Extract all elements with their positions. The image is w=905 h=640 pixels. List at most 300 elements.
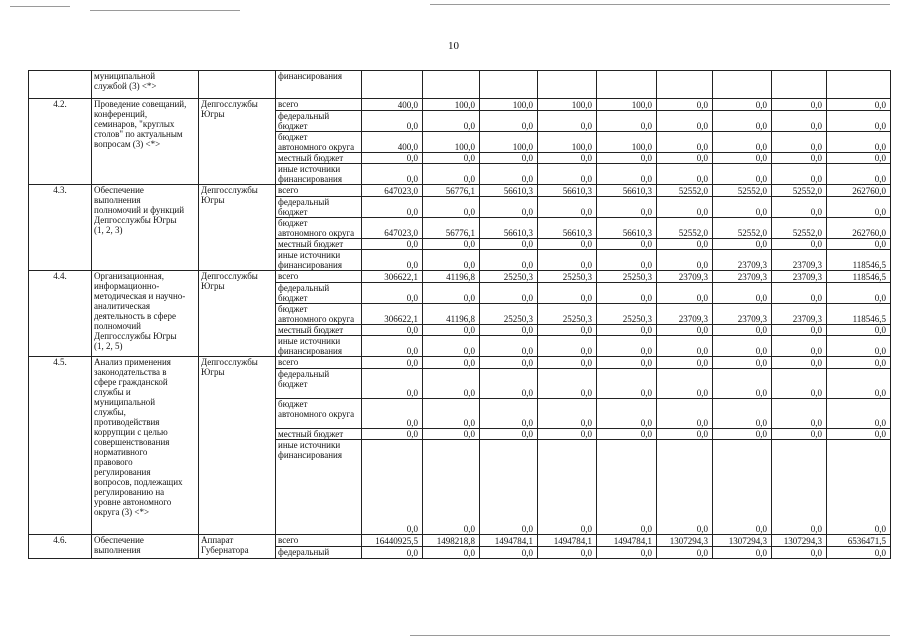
funding-source bbox=[276, 71, 362, 99]
executor-line: Югры bbox=[201, 367, 225, 377]
amount-cell: 0,0 bbox=[480, 197, 538, 218]
amount-cell: 0,0 bbox=[597, 283, 657, 304]
funding-source-line: федеральный bbox=[278, 369, 330, 379]
amount-cell: 0,0 bbox=[423, 283, 480, 304]
amount-cell: 0,0 bbox=[597, 250, 657, 271]
activity-number: 4.6. bbox=[29, 535, 92, 559]
amount-cell: 100,0 bbox=[423, 132, 480, 153]
amount-cell: 0,0 bbox=[657, 440, 713, 535]
amount-cell: 0,0 bbox=[772, 111, 827, 132]
amount-cell bbox=[538, 71, 597, 99]
activity-name bbox=[92, 185, 199, 271]
amount-cell: 0,0 bbox=[480, 547, 538, 559]
activity-name-line: методическая и научно- bbox=[94, 291, 186, 301]
amount-cell: 0,0 bbox=[713, 429, 772, 440]
amount-cell: 0,0 bbox=[538, 153, 597, 164]
funding-source-line: автономного округа bbox=[278, 314, 355, 324]
amount-cell: 0,0 bbox=[657, 197, 713, 218]
amount-cell: 0,0 bbox=[480, 336, 538, 357]
amount-cell: 0,0 bbox=[362, 325, 423, 336]
amount-cell: 0,0 bbox=[362, 357, 423, 369]
amount-cell: 23709,3 bbox=[657, 271, 713, 283]
amount-cell: 0,0 bbox=[423, 547, 480, 559]
amount-cell bbox=[772, 71, 827, 99]
activity-name-line: Депгосслужбы Югры bbox=[94, 331, 177, 341]
amount-cell: 0,0 bbox=[423, 399, 480, 429]
amount-cell: 56610,3 bbox=[597, 218, 657, 239]
amount-cell: 0,0 bbox=[423, 429, 480, 440]
activity-name-line: информационно- bbox=[94, 281, 160, 291]
funding-source-line: всего bbox=[278, 185, 299, 195]
funding-source-line: федеральный bbox=[278, 547, 330, 557]
amount-cell: 0,0 bbox=[423, 111, 480, 132]
amount-cell: 0,0 bbox=[480, 429, 538, 440]
amount-cell: 0,0 bbox=[657, 239, 713, 250]
amount-cell: 0,0 bbox=[772, 440, 827, 535]
amount-cell: 52552,0 bbox=[772, 185, 827, 197]
amount-cell: 0,0 bbox=[827, 399, 891, 429]
amount-cell: 0,0 bbox=[538, 197, 597, 218]
funding-source-line: иные источники bbox=[278, 440, 341, 450]
funding-source-line: всего bbox=[278, 271, 299, 281]
amount-cell: 306622,1 bbox=[362, 271, 423, 283]
activity-name-line: полномочий bbox=[94, 321, 141, 331]
funding-source-line: финансирования bbox=[278, 346, 342, 356]
funding-source-line: федеральный bbox=[278, 197, 330, 207]
activity-name-line: конференций, bbox=[94, 109, 148, 119]
amount-cell: 0,0 bbox=[713, 336, 772, 357]
activity-name-line: уровне автономного bbox=[94, 497, 172, 507]
amount-cell: 0,0 bbox=[538, 250, 597, 271]
activity-name-line: Обеспечение bbox=[94, 185, 144, 195]
amount-cell: 0,0 bbox=[480, 325, 538, 336]
amount-cell: 0,0 bbox=[362, 283, 423, 304]
amount-cell: 41196,8 bbox=[423, 304, 480, 325]
amount-cell: 0,0 bbox=[657, 250, 713, 271]
amount-cell: 100,0 bbox=[538, 132, 597, 153]
funding-source bbox=[276, 239, 362, 250]
amount-cell: 0,0 bbox=[597, 399, 657, 429]
amount-cell: 0,0 bbox=[713, 440, 772, 535]
amount-cell: 0,0 bbox=[362, 336, 423, 357]
amount-cell: 262760,0 bbox=[827, 185, 891, 197]
amount-cell: 100,0 bbox=[597, 99, 657, 111]
activity-number: 4.3. bbox=[29, 185, 92, 271]
amount-cell: 0,0 bbox=[827, 164, 891, 185]
amount-cell: 1307294,3 bbox=[657, 535, 713, 547]
activity-name-line: совершенствования bbox=[94, 437, 170, 447]
amount-cell: 56776,1 bbox=[423, 185, 480, 197]
activity-name-line: столов" по актуальным bbox=[94, 129, 183, 139]
activity-name-line: вопросам (3) <*> bbox=[94, 139, 161, 149]
funding-source-line: автономного округа bbox=[278, 228, 355, 238]
activity-name-line: выполнения bbox=[94, 545, 141, 555]
amount-cell: 0,0 bbox=[538, 111, 597, 132]
amount-cell: 0,0 bbox=[657, 99, 713, 111]
amount-cell: 56610,3 bbox=[480, 218, 538, 239]
scan-artifact bbox=[90, 10, 240, 11]
funding-source bbox=[276, 429, 362, 440]
amount-cell: 0,0 bbox=[480, 399, 538, 429]
amount-cell: 0,0 bbox=[827, 440, 891, 535]
amount-cell: 0,0 bbox=[772, 325, 827, 336]
amount-cell: 23709,3 bbox=[657, 304, 713, 325]
amount-cell: 0,0 bbox=[657, 164, 713, 185]
activity-name-line: муниципальной bbox=[94, 71, 156, 81]
executor-line: Югры bbox=[201, 281, 225, 291]
activity-name bbox=[92, 535, 199, 559]
amount-cell: 23709,3 bbox=[772, 304, 827, 325]
amount-cell: 0,0 bbox=[480, 239, 538, 250]
amount-cell: 0,0 bbox=[362, 369, 423, 399]
amount-cell: 0,0 bbox=[657, 325, 713, 336]
amount-cell: 56610,3 bbox=[597, 185, 657, 197]
page-number: 10 bbox=[448, 40, 459, 52]
amount-cell: 0,0 bbox=[827, 429, 891, 440]
amount-cell: 0,0 bbox=[423, 239, 480, 250]
activity-name-line: службой (3) <*> bbox=[94, 81, 157, 91]
activity-name-line: Обеспечение bbox=[94, 535, 144, 545]
funding-source-line: финансирования bbox=[278, 174, 342, 184]
funding-source-line: автономного округа bbox=[278, 409, 355, 419]
amount-cell: 0,0 bbox=[657, 429, 713, 440]
amount-cell: 118546,5 bbox=[827, 304, 891, 325]
amount-cell: 23709,3 bbox=[772, 271, 827, 283]
amount-cell: 0,0 bbox=[538, 336, 597, 357]
activity-name-line: правового bbox=[94, 457, 133, 467]
amount-cell: 0,0 bbox=[480, 250, 538, 271]
amount-cell: 41196,8 bbox=[423, 271, 480, 283]
amount-cell: 0,0 bbox=[827, 325, 891, 336]
activity-number: 4.2. bbox=[29, 99, 92, 185]
amount-cell: 0,0 bbox=[362, 250, 423, 271]
amount-cell: 118546,5 bbox=[827, 250, 891, 271]
financing-table bbox=[28, 70, 891, 559]
amount-cell: 25250,3 bbox=[480, 304, 538, 325]
amount-cell: 0,0 bbox=[362, 153, 423, 164]
activity-name-line: полномочий и функций bbox=[94, 205, 185, 215]
amount-cell: 0,0 bbox=[597, 336, 657, 357]
amount-cell: 0,0 bbox=[713, 239, 772, 250]
funding-source bbox=[276, 164, 362, 185]
amount-cell: 0,0 bbox=[597, 325, 657, 336]
activity-name-line: регулирования bbox=[94, 467, 151, 477]
amount-cell: 0,0 bbox=[480, 283, 538, 304]
scan-artifact bbox=[410, 635, 890, 636]
funding-source-line: бюджет bbox=[278, 207, 308, 217]
executor-line: Депгосслужбы bbox=[201, 99, 258, 109]
table-row bbox=[29, 71, 891, 99]
amount-cell: 0,0 bbox=[597, 547, 657, 559]
activity-name-line: (1, 2, 5) bbox=[94, 341, 123, 351]
funding-source-line: всего bbox=[278, 535, 299, 545]
funding-source bbox=[276, 185, 362, 197]
activity-name-line: (1, 2, 3) bbox=[94, 225, 123, 235]
amount-cell: 0,0 bbox=[772, 399, 827, 429]
amount-cell: 0,0 bbox=[362, 239, 423, 250]
amount-cell: 118546,5 bbox=[827, 271, 891, 283]
amount-cell: 100,0 bbox=[538, 99, 597, 111]
amount-cell: 647023,0 bbox=[362, 185, 423, 197]
activity-number: 4.5. bbox=[29, 357, 92, 535]
amount-cell: 0,0 bbox=[657, 283, 713, 304]
funding-source bbox=[276, 99, 362, 111]
amount-cell: 306622,1 bbox=[362, 304, 423, 325]
amount-cell: 52552,0 bbox=[657, 185, 713, 197]
amount-cell: 25250,3 bbox=[538, 304, 597, 325]
activity-name-line: Организационная, bbox=[94, 271, 165, 281]
table-row bbox=[29, 185, 891, 197]
activity-name-line: сфере гражданской bbox=[94, 377, 168, 387]
amount-cell: 0,0 bbox=[827, 369, 891, 399]
amount-cell: 23709,3 bbox=[713, 250, 772, 271]
amount-cell: 1498218,8 bbox=[423, 535, 480, 547]
amount-cell: 1307294,3 bbox=[713, 535, 772, 547]
amount-cell: 0,0 bbox=[538, 283, 597, 304]
amount-cell: 0,0 bbox=[597, 429, 657, 440]
amount-cell: 0,0 bbox=[713, 369, 772, 399]
funding-source-line: финансирования bbox=[278, 450, 342, 460]
activity-name bbox=[92, 99, 199, 185]
funding-source bbox=[276, 325, 362, 336]
funding-source-line: бюджет bbox=[278, 399, 308, 409]
amount-cell: 647023,0 bbox=[362, 218, 423, 239]
amount-cell: 0,0 bbox=[772, 547, 827, 559]
amount-cell: 1494784,1 bbox=[480, 535, 538, 547]
amount-cell bbox=[597, 71, 657, 99]
amount-cell: 0,0 bbox=[657, 357, 713, 369]
amount-cell: 0,0 bbox=[657, 153, 713, 164]
amount-cell: 0,0 bbox=[772, 283, 827, 304]
table-row bbox=[29, 357, 891, 369]
amount-cell: 0,0 bbox=[538, 399, 597, 429]
amount-cell: 0,0 bbox=[423, 164, 480, 185]
amount-cell: 0,0 bbox=[480, 111, 538, 132]
funding-source bbox=[276, 111, 362, 132]
amount-cell: 0,0 bbox=[827, 547, 891, 559]
amount-cell: 23709,3 bbox=[772, 250, 827, 271]
amount-cell: 0,0 bbox=[538, 440, 597, 535]
amount-cell: 56610,3 bbox=[538, 218, 597, 239]
funding-source-line: федеральный bbox=[278, 111, 330, 121]
table-row bbox=[29, 99, 891, 111]
funding-source bbox=[276, 535, 362, 547]
funding-source-line: всего bbox=[278, 99, 299, 109]
amount-cell: 0,0 bbox=[597, 111, 657, 132]
amount-cell: 0,0 bbox=[772, 357, 827, 369]
amount-cell: 25250,3 bbox=[597, 304, 657, 325]
activity-name-line: выполнения bbox=[94, 195, 141, 205]
activity-name-line: службы, bbox=[94, 407, 126, 417]
activity-number: 4.4. bbox=[29, 271, 92, 357]
executor bbox=[199, 357, 276, 535]
activity-name-line: муниципальной bbox=[94, 397, 156, 407]
amount-cell bbox=[480, 71, 538, 99]
activity-number bbox=[29, 71, 92, 99]
amount-cell: 0,0 bbox=[772, 197, 827, 218]
funding-source bbox=[276, 250, 362, 271]
amount-cell: 100,0 bbox=[480, 132, 538, 153]
amount-cell: 0,0 bbox=[772, 99, 827, 111]
executor-line: Депгосслужбы bbox=[201, 271, 258, 281]
activity-name-line: противодействия bbox=[94, 417, 160, 427]
amount-cell: 52552,0 bbox=[713, 185, 772, 197]
amount-cell: 25250,3 bbox=[538, 271, 597, 283]
executor-line: Югры bbox=[201, 195, 225, 205]
amount-cell: 0,0 bbox=[480, 369, 538, 399]
amount-cell: 1307294,3 bbox=[772, 535, 827, 547]
executor bbox=[199, 185, 276, 271]
activity-name-line: Проведение совещаний, bbox=[94, 99, 187, 109]
amount-cell: 0,0 bbox=[538, 325, 597, 336]
amount-cell: 0,0 bbox=[713, 357, 772, 369]
activity-name bbox=[92, 271, 199, 357]
amount-cell bbox=[827, 71, 891, 99]
funding-source-line: финансирования bbox=[278, 71, 342, 81]
amount-cell: 0,0 bbox=[713, 164, 772, 185]
funding-source-line: иные источники bbox=[278, 336, 341, 346]
scan-artifact bbox=[10, 6, 70, 7]
amount-cell: 0,0 bbox=[362, 399, 423, 429]
amount-cell: 0,0 bbox=[480, 357, 538, 369]
amount-cell bbox=[362, 71, 423, 99]
amount-cell: 6536471,5 bbox=[827, 535, 891, 547]
amount-cell: 0,0 bbox=[423, 197, 480, 218]
funding-source bbox=[276, 197, 362, 218]
executor bbox=[199, 271, 276, 357]
funding-source-line: местный бюджет bbox=[278, 153, 344, 163]
amount-cell: 0,0 bbox=[657, 111, 713, 132]
funding-source-line: бюджет bbox=[278, 218, 308, 228]
executor bbox=[199, 71, 276, 99]
amount-cell: 0,0 bbox=[772, 132, 827, 153]
amount-cell: 0,0 bbox=[538, 357, 597, 369]
executor-line: Губернатора bbox=[201, 545, 249, 555]
funding-source bbox=[276, 357, 362, 369]
amount-cell: 0,0 bbox=[827, 239, 891, 250]
amount-cell: 52552,0 bbox=[772, 218, 827, 239]
amount-cell: 56610,3 bbox=[480, 185, 538, 197]
amount-cell bbox=[657, 71, 713, 99]
amount-cell: 0,0 bbox=[772, 239, 827, 250]
amount-cell: 100,0 bbox=[480, 99, 538, 111]
executor-line: Депгосслужбы bbox=[201, 357, 258, 367]
executor-line: Депгосслужбы bbox=[201, 185, 258, 195]
amount-cell: 0,0 bbox=[772, 429, 827, 440]
amount-cell: 0,0 bbox=[423, 369, 480, 399]
amount-cell: 0,0 bbox=[538, 369, 597, 399]
amount-cell: 0,0 bbox=[657, 336, 713, 357]
amount-cell: 0,0 bbox=[713, 325, 772, 336]
funding-source bbox=[276, 440, 362, 535]
amount-cell: 0,0 bbox=[827, 197, 891, 218]
activity-name-line: Анализ применения bbox=[94, 357, 171, 367]
amount-cell: 0,0 bbox=[597, 357, 657, 369]
amount-cell: 0,0 bbox=[480, 153, 538, 164]
funding-source bbox=[276, 271, 362, 283]
amount-cell: 25250,3 bbox=[597, 271, 657, 283]
amount-cell: 0,0 bbox=[480, 440, 538, 535]
amount-cell: 0,0 bbox=[713, 547, 772, 559]
funding-source-line: бюджет bbox=[278, 121, 308, 131]
activity-name-line: законодательства в bbox=[94, 367, 167, 377]
amount-cell: 0,0 bbox=[772, 153, 827, 164]
activity-name-line: семинаров, "круглых bbox=[94, 119, 175, 129]
amount-cell: 0,0 bbox=[362, 164, 423, 185]
funding-source-line: бюджет bbox=[278, 304, 308, 314]
amount-cell: 1494784,1 bbox=[538, 535, 597, 547]
amount-cell: 0,0 bbox=[423, 357, 480, 369]
executor-line: Югры bbox=[201, 109, 225, 119]
amount-cell: 0,0 bbox=[362, 111, 423, 132]
activity-name-line: Депгосслужбы Югры bbox=[94, 215, 177, 225]
amount-cell: 52552,0 bbox=[713, 218, 772, 239]
amount-cell: 262760,0 bbox=[827, 218, 891, 239]
amount-cell: 52552,0 bbox=[657, 218, 713, 239]
activity-name-line: вопросов, подлежащих bbox=[94, 477, 183, 487]
amount-cell: 0,0 bbox=[657, 369, 713, 399]
amount-cell: 0,0 bbox=[713, 197, 772, 218]
amount-cell: 0,0 bbox=[713, 283, 772, 304]
amount-cell: 0,0 bbox=[538, 239, 597, 250]
amount-cell: 0,0 bbox=[423, 440, 480, 535]
amount-cell: 1494784,1 bbox=[597, 535, 657, 547]
funding-source bbox=[276, 304, 362, 325]
funding-source-line: автономного округа bbox=[278, 142, 355, 152]
funding-source-line: федеральный bbox=[278, 283, 330, 293]
amount-cell bbox=[423, 71, 480, 99]
amount-cell: 56610,3 bbox=[538, 185, 597, 197]
amount-cell: 0,0 bbox=[597, 153, 657, 164]
funding-source bbox=[276, 369, 362, 399]
executor bbox=[199, 99, 276, 185]
table-body bbox=[29, 71, 891, 559]
amount-cell: 0,0 bbox=[423, 153, 480, 164]
funding-source bbox=[276, 132, 362, 153]
activity-name-line: службы и bbox=[94, 387, 131, 397]
amount-cell: 0,0 bbox=[713, 99, 772, 111]
amount-cell: 16440925,5 bbox=[362, 535, 423, 547]
funding-source bbox=[276, 153, 362, 164]
amount-cell: 0,0 bbox=[713, 111, 772, 132]
amount-cell: 100,0 bbox=[423, 99, 480, 111]
amount-cell: 0,0 bbox=[772, 336, 827, 357]
amount-cell: 0,0 bbox=[362, 547, 423, 559]
table-row bbox=[29, 535, 891, 547]
amount-cell: 23709,3 bbox=[713, 271, 772, 283]
amount-cell: 25250,3 bbox=[480, 271, 538, 283]
funding-source-line: местный бюджет bbox=[278, 239, 344, 249]
amount-cell: 0,0 bbox=[597, 440, 657, 535]
amount-cell: 0,0 bbox=[713, 399, 772, 429]
funding-source bbox=[276, 399, 362, 429]
amount-cell: 0,0 bbox=[827, 357, 891, 369]
amount-cell: 0,0 bbox=[827, 336, 891, 357]
amount-cell: 0,0 bbox=[657, 399, 713, 429]
amount-cell: 0,0 bbox=[597, 164, 657, 185]
activity-name-line: нормативного bbox=[94, 447, 148, 457]
amount-cell: 0,0 bbox=[538, 164, 597, 185]
activity-name-line: коррупции с целью bbox=[94, 427, 168, 437]
amount-cell: 0,0 bbox=[827, 153, 891, 164]
funding-source bbox=[276, 218, 362, 239]
activity-name bbox=[92, 71, 199, 99]
table-row bbox=[29, 271, 891, 283]
amount-cell: 0,0 bbox=[597, 197, 657, 218]
activity-name-line: аналитическая bbox=[94, 301, 151, 311]
activity-name-line: регулированию на bbox=[94, 487, 165, 497]
amount-cell: 0,0 bbox=[597, 369, 657, 399]
